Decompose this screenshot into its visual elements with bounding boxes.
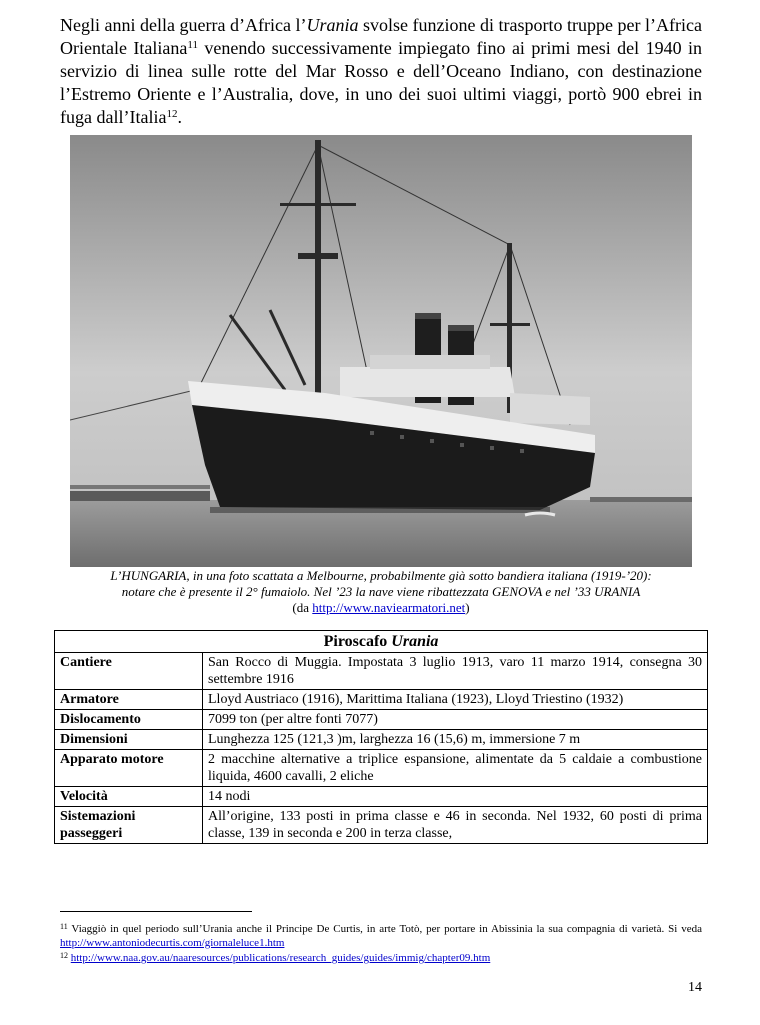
photo-caption xyxy=(60,568,702,616)
footnote-12 xyxy=(60,951,702,965)
table-row xyxy=(55,807,708,844)
row-label: Armatore xyxy=(55,690,203,710)
footnote-text: Viaggiò in quel periodo sull’Urania anche il Principe De Curtis, in arte Totò, per portare in Abissinia la sua compagnia di varietà. Si veda xyxy=(67,923,702,935)
page-number: 14 xyxy=(688,980,702,995)
caption-credit xyxy=(60,600,702,616)
table-row xyxy=(55,653,708,690)
ship-name-italic: Urania xyxy=(306,15,359,35)
credit-suffix: ) xyxy=(465,600,470,615)
row-value: 7099 ton (per altre fonti 7077) xyxy=(203,710,708,730)
footnote-link[interactable]: http://www.antoniodecurtis.com/giornaleluce1.htm xyxy=(60,937,285,949)
paragraph-text: Negli anni della guerra d’Africa l’ xyxy=(60,15,307,35)
row-label: Cantiere xyxy=(55,653,203,690)
footnote-ref-12[interactable]: 12 xyxy=(166,108,178,120)
table-row xyxy=(55,710,708,730)
table-row xyxy=(55,730,708,750)
table-row xyxy=(55,787,708,807)
footnote-11 xyxy=(60,922,702,950)
paragraph-text: venendo successivamente impiegato fino ai primi mesi del 1940 in servizio di linea sulle rotte del Mar Rosso e dell’Oceano Indiano, con destinazione l’Estremo Oriente e l’Australia, dove, in uno dei suoi ultimi viaggi, portò 900 ebrei in fuga dall’Italia xyxy=(60,38,702,127)
row-value: All’origine, 133 posti in prima classe e 46 in seconda. Nel 1932, 60 posti di prima classe, 139 in seconda e 200 in terza classe, xyxy=(203,807,708,844)
row-label: Sistemazioni passeggeri xyxy=(55,807,203,844)
row-value: Lloyd Austriaco (1916), Marittima Italiana (1923), Lloyd Triestino (1932) xyxy=(203,690,708,710)
footnote-link[interactable]: http://www.naa.gov.au/naaresources/publications/research_guides/guides/immig/chapter09.htm xyxy=(70,952,491,964)
row-value: Lunghezza 125 (121,3 )m, larghezza 16 (15,6) m, immersione 7 m xyxy=(203,730,708,750)
table-title-prefix: Piroscafo xyxy=(323,633,392,650)
credit-prefix: (da xyxy=(292,600,313,615)
caption-line-2: notare che è presente il 2° fumaiolo. Nel ’23 la nave viene ribattezzata GENOVA e nel ’33 URANIA xyxy=(121,584,641,599)
row-label: Dimensioni xyxy=(55,730,203,750)
table-row xyxy=(55,750,708,787)
body-paragraph xyxy=(60,14,702,129)
footnote-ref-11[interactable]: 11 xyxy=(187,39,198,51)
steamship-photo-icon xyxy=(70,135,692,567)
paragraph-text: . xyxy=(177,107,182,127)
row-label: Apparato motore xyxy=(55,750,203,787)
table-row xyxy=(55,690,708,710)
row-label: Velocità xyxy=(55,787,203,807)
table-title-ship: Urania xyxy=(391,633,439,650)
credit-link[interactable]: http://www.naviearmatori.net xyxy=(312,600,466,615)
caption-line-1: L’HUNGARIA, in una foto scattata a Melbourne, probabilmente già sotto bandiera italiana (1919-’20): xyxy=(110,568,652,583)
row-value: San Rocco di Muggia. Impostata 3 luglio 1913, varo 11 marzo 1914, consegna 30 settembre 1916 xyxy=(203,653,708,690)
ship-spec-table xyxy=(54,630,708,844)
table-title-row xyxy=(55,631,708,653)
row-label: Dislocamento xyxy=(55,710,203,730)
footnote-separator xyxy=(60,911,252,912)
table-title xyxy=(55,631,708,653)
footnote-number: 11 xyxy=(60,922,68,931)
row-value: 2 macchine alternative a triplice espansione, alimentate da 5 caldaie a combustione liquida, 4600 cavalli, 2 eliche xyxy=(203,750,708,787)
footnote-number: 12 xyxy=(60,951,68,960)
ship-photo xyxy=(70,135,692,567)
row-value: 14 nodi xyxy=(203,787,708,807)
paragraph-text: svolse funzione di trasporto truppe per l’Africa Orientale Italiana xyxy=(60,15,702,58)
